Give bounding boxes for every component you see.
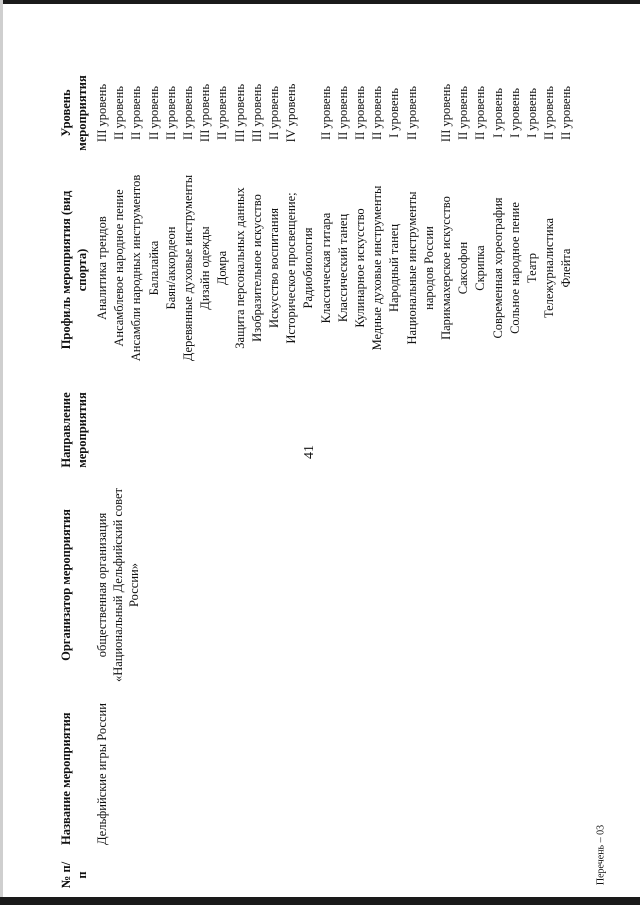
level-cell: II уровень: [404, 86, 419, 140]
level-cell: II уровень: [215, 86, 230, 140]
table-row: [507, 60, 523, 370]
profile-cell: Национальные инструменты: [404, 191, 419, 345]
header-level: Уровень мероприятия: [59, 75, 89, 151]
table-row: [369, 60, 385, 370]
level-cell: I уровень: [507, 88, 522, 138]
level-cell: II уровень: [146, 86, 161, 140]
level-cell: III уровень: [249, 83, 264, 143]
profile-cell: Балалайка: [146, 240, 161, 296]
table-row: [180, 60, 196, 370]
profile-cell: Скрипка: [473, 245, 488, 291]
level-cell: III уровень: [95, 83, 109, 143]
table-row: [214, 60, 230, 370]
table-row: [266, 60, 282, 370]
profile-cell: Деревянные духовые инструменты: [181, 174, 195, 362]
level-cell: I уровень: [490, 88, 505, 138]
level-cell: II уровень: [163, 86, 178, 140]
profile-cell: Классический танец: [335, 213, 350, 323]
table-row: [232, 60, 248, 370]
level-cell: II уровень: [181, 86, 195, 140]
profile-cell: Изобразительное искусство: [249, 194, 264, 342]
table-row: [163, 60, 179, 370]
header-direction: Направление мероприятия: [59, 392, 89, 468]
scan-edge-top: [0, 0, 640, 4]
event-organizer: общественная организация «Национальный Дельфийский совет России»: [95, 487, 141, 683]
level-cell: II уровень: [353, 86, 367, 140]
table-row: [421, 60, 437, 370]
profile-cell: Баян/аккордеон: [163, 226, 178, 310]
level-cell: I уровень: [387, 88, 402, 138]
level-cell: II уровень: [318, 86, 333, 140]
profile-cell: Кулинарное искусство: [353, 208, 367, 328]
table-row: [335, 60, 351, 370]
header-name: Название мероприятия: [59, 712, 73, 845]
table-row: [524, 60, 540, 370]
table-row: [300, 60, 316, 370]
table-row: [197, 60, 213, 370]
profile-cell: Саксофон: [456, 241, 471, 295]
level-cell: II уровень: [112, 86, 127, 140]
table-row: [94, 60, 110, 370]
table-row: [386, 60, 402, 370]
level-cell: III уровень: [439, 83, 453, 143]
event-name: Дельфийские игры России: [95, 703, 109, 845]
profile-cell: Флейта: [559, 248, 574, 288]
level-cell: I уровень: [525, 88, 539, 138]
page-number: 41: [302, 445, 317, 459]
table-row: [404, 60, 420, 370]
rotated-table: [58, 60, 578, 890]
profile-cell: Аналитика трендов: [95, 216, 109, 320]
table-row: [558, 60, 574, 370]
profile-cell: Ансамбли народных инструментов: [129, 174, 144, 362]
table-row: [352, 60, 368, 370]
level-cell: II уровень: [129, 86, 144, 140]
profile-cell: Дизайн одежды: [198, 226, 213, 310]
table-row: [438, 60, 454, 370]
profile-cell: Парикмахерское искусство: [439, 196, 453, 340]
table-row: [249, 60, 265, 370]
level-cell: II уровень: [335, 86, 350, 140]
profile-cell: Искусство воспитания: [267, 207, 281, 329]
table-row: [455, 60, 471, 370]
header-organizer: Организатор мероприятия: [59, 509, 73, 661]
table-row: [490, 60, 506, 370]
profile-cell: Тележурналистика: [542, 217, 557, 319]
header-profile: Профиль мероприятия (вид спорта): [59, 190, 89, 350]
profile-cell: Радиобиология: [301, 227, 316, 309]
profile-cell: Театр: [525, 253, 539, 283]
scan-edge-bottom: [0, 897, 640, 905]
level-cell: IV уровень: [284, 83, 299, 143]
table-row: [128, 60, 144, 370]
profile-cell: Классическая гитара: [318, 212, 333, 324]
header-no: № п/п: [59, 861, 89, 889]
profile-cell: Народный танец: [387, 223, 402, 313]
profile-cell: Медные духовые инструменты: [370, 185, 385, 351]
table-row: [541, 60, 557, 370]
profile-cell: Современная хореография: [490, 197, 505, 339]
level-cell: III уровень: [232, 83, 247, 143]
level-cell: II уровень: [559, 86, 574, 140]
footer-note: Перечень – 03: [595, 824, 607, 886]
level-cell: II уровень: [456, 86, 471, 140]
level-cell: II уровень: [542, 86, 557, 140]
profile-cell: Сольное народное пение: [507, 202, 522, 334]
table-row: [146, 60, 162, 370]
profile-cell: Ансамблевое народное пение: [112, 189, 127, 347]
profile-cell: народов России: [421, 226, 436, 310]
profile-cell: Историческое просвещение;: [284, 192, 299, 344]
table-row: [111, 60, 127, 370]
profile-cell: Домра: [215, 250, 230, 286]
level-cell: II уровень: [370, 86, 385, 140]
level-cell: II уровень: [473, 86, 488, 140]
table-row: [283, 60, 299, 370]
table-row: [318, 60, 334, 370]
level-cell: II уровень: [267, 86, 281, 140]
profile-cell: Защита персональных данных: [232, 187, 247, 349]
level-cell: III уровень: [198, 83, 213, 143]
scan-edge-left: [0, 0, 3, 905]
table-row: [472, 60, 488, 370]
